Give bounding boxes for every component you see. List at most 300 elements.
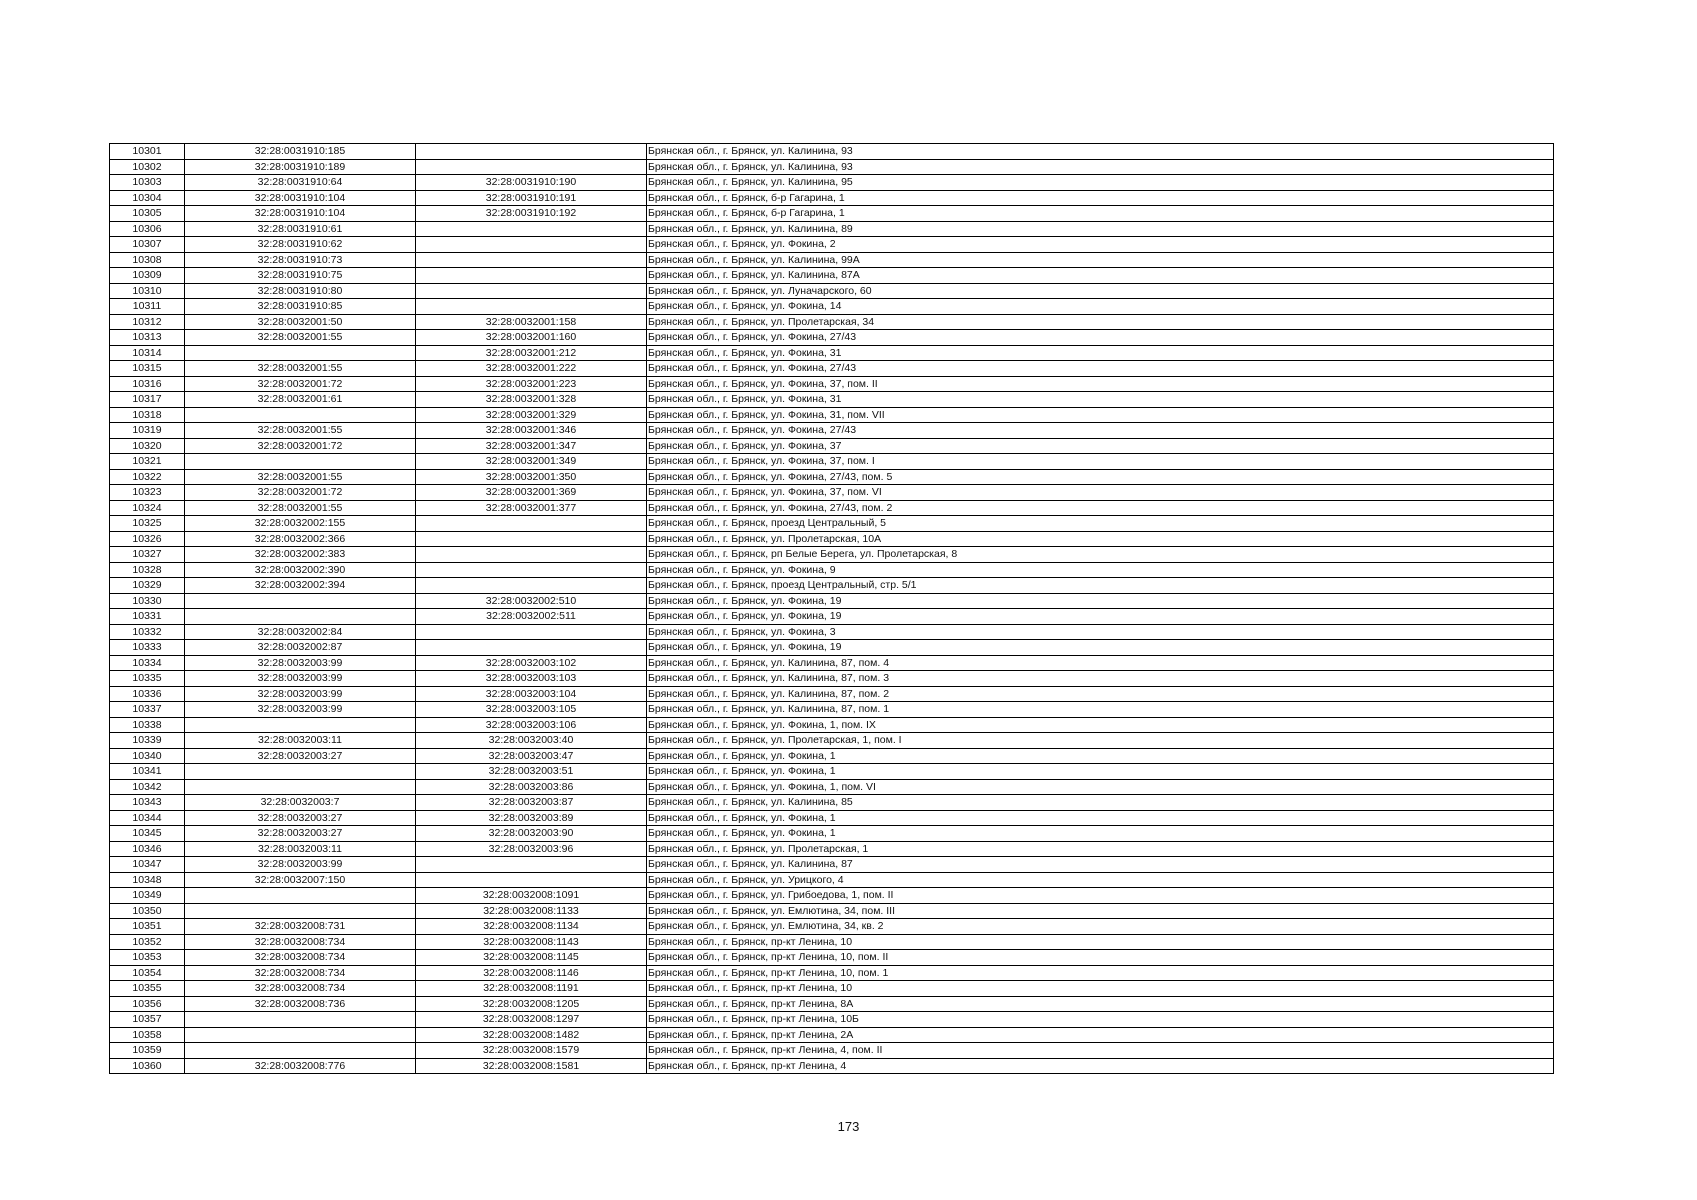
address-cell: Брянская обл., г. Брянск, ул. Фокина, 19 <box>647 609 1554 625</box>
table-row <box>110 423 1554 439</box>
address-cell: Брянская обл., г. Брянск, пр-кт Ленина, 8А <box>647 996 1554 1012</box>
row-number-cell: 10358 <box>110 1027 185 1043</box>
address-cell: Брянская обл., г. Брянск, ул. Фокина, 1, пом. VI <box>647 779 1554 795</box>
table-row <box>110 795 1554 811</box>
table-row <box>110 640 1554 656</box>
address-cell: Брянская обл., г. Брянск, ул. Фокина, 27/43 <box>647 330 1554 346</box>
parcel-number-cell: 32:28:0032001:50 <box>185 314 416 330</box>
row-number-cell: 10328 <box>110 562 185 578</box>
row-number-cell: 10307 <box>110 237 185 253</box>
object-number-cell <box>416 283 647 299</box>
object-number-cell: 32:28:0032003:105 <box>416 702 647 718</box>
table-row <box>110 686 1554 702</box>
parcel-number-cell: 32:28:0032002:366 <box>185 531 416 547</box>
object-number-cell: 32:28:0032008:1134 <box>416 919 647 935</box>
object-number-cell: 32:28:0032003:104 <box>416 686 647 702</box>
parcel-number-cell: 32:28:0032008:734 <box>185 934 416 950</box>
address-cell: Брянская обл., г. Брянск, ул. Фокина, 37, пом. I <box>647 454 1554 470</box>
object-number-cell: 32:28:0031910:190 <box>416 175 647 191</box>
table-row <box>110 562 1554 578</box>
row-number-cell: 10327 <box>110 547 185 563</box>
address-cell: Брянская обл., г. Брянск, ул. Калинина, 87, пом. 4 <box>647 655 1554 671</box>
address-cell: Брянская обл., г. Брянск, ул. Калинина, 93 <box>647 144 1554 160</box>
parcel-number-cell: 32:28:0031910:104 <box>185 190 416 206</box>
object-number-cell: 32:28:0032003:96 <box>416 841 647 857</box>
object-number-cell: 32:28:0032008:1581 <box>416 1058 647 1074</box>
address-cell: Брянская обл., г. Брянск, ул. Фокина, 31 <box>647 345 1554 361</box>
object-number-cell: 32:28:0032008:1191 <box>416 981 647 997</box>
address-cell: Брянская обл., г. Брянск, ул. Фокина, 19 <box>647 640 1554 656</box>
parcel-number-cell: 32:28:0031910:62 <box>185 237 416 253</box>
address-cell: Брянская обл., г. Брянск, ул. Калинина, 87, пом. 2 <box>647 686 1554 702</box>
object-number-cell: 32:28:0032001:158 <box>416 314 647 330</box>
parcel-number-cell: 32:28:0032001:61 <box>185 392 416 408</box>
row-number-cell: 10302 <box>110 159 185 175</box>
parcel-number-cell: 32:28:0032003:11 <box>185 841 416 857</box>
table-row <box>110 950 1554 966</box>
table-row <box>110 903 1554 919</box>
row-number-cell: 10359 <box>110 1043 185 1059</box>
object-number-cell <box>416 531 647 547</box>
parcel-number-cell <box>185 1027 416 1043</box>
row-number-cell: 10303 <box>110 175 185 191</box>
row-number-cell: 10343 <box>110 795 185 811</box>
address-cell: Брянская обл., г. Брянск, ул. Фокина, 31 <box>647 392 1554 408</box>
table-row <box>110 469 1554 485</box>
parcel-number-cell: 32:28:0032003:99 <box>185 702 416 718</box>
object-number-cell: 32:28:0032002:510 <box>416 593 647 609</box>
parcel-number-cell: 32:28:0032001:72 <box>185 438 416 454</box>
table-row <box>110 206 1554 222</box>
address-cell: Брянская обл., г. Брянск, пр-кт Ленина, 10 <box>647 934 1554 950</box>
object-number-cell: 32:28:0032008:1297 <box>416 1012 647 1028</box>
table-row <box>110 407 1554 423</box>
parcel-number-cell: 32:28:0032002:394 <box>185 578 416 594</box>
object-number-cell: 32:28:0032008:1205 <box>416 996 647 1012</box>
address-cell: Брянская обл., г. Брянск, б-р Гагарина, 1 <box>647 190 1554 206</box>
table-row <box>110 500 1554 516</box>
row-number-cell: 10318 <box>110 407 185 423</box>
table-row <box>110 919 1554 935</box>
address-cell: Брянская обл., г. Брянск, пр-кт Ленина, 4 <box>647 1058 1554 1074</box>
parcel-number-cell <box>185 609 416 625</box>
row-number-cell: 10355 <box>110 981 185 997</box>
object-number-cell: 32:28:0032001:328 <box>416 392 647 408</box>
object-number-cell: 32:28:0032008:1145 <box>416 950 647 966</box>
object-number-cell: 32:28:0032003:51 <box>416 764 647 780</box>
parcel-number-cell <box>185 593 416 609</box>
parcel-number-cell: 32:28:0032003:11 <box>185 733 416 749</box>
object-number-cell <box>416 872 647 888</box>
address-cell: Брянская обл., г. Брянск, ул. Фокина, 31, пом. VII <box>647 407 1554 423</box>
row-number-cell: 10360 <box>110 1058 185 1074</box>
address-cell: Брянская обл., г. Брянск, ул. Фокина, 3 <box>647 624 1554 640</box>
row-number-cell: 10313 <box>110 330 185 346</box>
row-number-cell: 10350 <box>110 903 185 919</box>
table-row <box>110 1058 1554 1074</box>
address-cell: Брянская обл., г. Брянск, пр-кт Ленина, 10, пом. 1 <box>647 965 1554 981</box>
address-cell: Брянская обл., г. Брянск, ул. Фокина, 1 <box>647 810 1554 826</box>
object-number-cell <box>416 268 647 284</box>
row-number-cell: 10351 <box>110 919 185 935</box>
table-row <box>110 438 1554 454</box>
address-cell: Брянская обл., г. Брянск, пр-кт Ленина, 10 <box>647 981 1554 997</box>
parcel-number-cell: 32:28:0032003:27 <box>185 826 416 842</box>
object-number-cell: 32:28:0031910:191 <box>416 190 647 206</box>
parcel-number-cell: 32:28:0032003:99 <box>185 671 416 687</box>
row-number-cell: 10326 <box>110 531 185 547</box>
object-number-cell <box>416 516 647 532</box>
parcel-number-cell: 32:28:0032001:55 <box>185 330 416 346</box>
row-number-cell: 10312 <box>110 314 185 330</box>
address-cell: Брянская обл., г. Брянск, ул. Пролетарская, 1 <box>647 841 1554 857</box>
object-number-cell: 32:28:0032001:347 <box>416 438 647 454</box>
table-row <box>110 934 1554 950</box>
object-number-cell <box>416 252 647 268</box>
table-row <box>110 190 1554 206</box>
row-number-cell: 10305 <box>110 206 185 222</box>
address-cell: Брянская обл., г. Брянск, ул. Емлютина, 34, пом. III <box>647 903 1554 919</box>
parcel-number-cell: 32:28:0032002:87 <box>185 640 416 656</box>
row-number-cell: 10311 <box>110 299 185 315</box>
table-row <box>110 702 1554 718</box>
object-number-cell: 32:28:0032008:1482 <box>416 1027 647 1043</box>
row-number-cell: 10324 <box>110 500 185 516</box>
parcel-number-cell: 32:28:0032003:27 <box>185 810 416 826</box>
address-cell: Брянская обл., г. Брянск, ул. Фокина, 27/43, пом. 2 <box>647 500 1554 516</box>
address-cell: Брянская обл., г. Брянск, ул. Пролетарская, 10А <box>647 531 1554 547</box>
row-number-cell: 10332 <box>110 624 185 640</box>
address-cell: Брянская обл., г. Брянск, ул. Калинина, 87, пом. 1 <box>647 702 1554 718</box>
parcel-number-cell: 32:28:0031910:61 <box>185 221 416 237</box>
object-number-cell: 32:28:0032008:1146 <box>416 965 647 981</box>
address-cell: Брянская обл., г. Брянск, ул. Калинина, 95 <box>647 175 1554 191</box>
address-cell: Брянская обл., г. Брянск, ул. Фокина, 19 <box>647 593 1554 609</box>
object-number-cell: 32:28:0032003:86 <box>416 779 647 795</box>
address-cell: Брянская обл., г. Брянск, ул. Фокина, 27/43 <box>647 361 1554 377</box>
object-number-cell <box>416 144 647 160</box>
row-number-cell: 10330 <box>110 593 185 609</box>
address-cell: Брянская обл., г. Брянск, ул. Фокина, 1 <box>647 748 1554 764</box>
row-number-cell: 10356 <box>110 996 185 1012</box>
parcel-number-cell: 32:28:0032008:731 <box>185 919 416 935</box>
object-number-cell: 32:28:0032001:223 <box>416 376 647 392</box>
object-number-cell: 32:28:0032003:102 <box>416 655 647 671</box>
address-cell: Брянская обл., г. Брянск, рп Белые Берега, ул. Пролетарская, 8 <box>647 547 1554 563</box>
table-row <box>110 547 1554 563</box>
row-number-cell: 10348 <box>110 872 185 888</box>
parcel-number-cell: 32:28:0032002:390 <box>185 562 416 578</box>
parcel-number-cell: 32:28:0032001:55 <box>185 423 416 439</box>
address-cell: Брянская обл., г. Брянск, ул. Пролетарская, 1, пом. I <box>647 733 1554 749</box>
row-number-cell: 10320 <box>110 438 185 454</box>
address-cell: Брянская обл., г. Брянск, ул. Фокина, 2 <box>647 237 1554 253</box>
row-number-cell: 10347 <box>110 857 185 873</box>
object-number-cell <box>416 562 647 578</box>
row-number-cell: 10315 <box>110 361 185 377</box>
parcel-number-cell: 32:28:0031910:104 <box>185 206 416 222</box>
parcel-number-cell: 32:28:0032001:72 <box>185 485 416 501</box>
row-number-cell: 10342 <box>110 779 185 795</box>
object-number-cell <box>416 578 647 594</box>
address-cell: Брянская обл., г. Брянск, ул. Фокина, 9 <box>647 562 1554 578</box>
parcel-number-cell: 32:28:0032001:55 <box>185 469 416 485</box>
address-cell: Брянская обл., г. Брянск, ул. Фокина, 37, пом. VI <box>647 485 1554 501</box>
address-cell: Брянская обл., г. Брянск, ул. Калинина, 87А <box>647 268 1554 284</box>
table-row <box>110 314 1554 330</box>
parcel-number-cell: 32:28:0031910:185 <box>185 144 416 160</box>
row-number-cell: 10337 <box>110 702 185 718</box>
object-number-cell <box>416 221 647 237</box>
parcel-number-cell: 32:28:0032007:150 <box>185 872 416 888</box>
row-number-cell: 10317 <box>110 392 185 408</box>
table-row <box>110 965 1554 981</box>
object-number-cell <box>416 547 647 563</box>
table-row <box>110 144 1554 160</box>
address-cell: Брянская обл., г. Брянск, ул. Пролетарская, 34 <box>647 314 1554 330</box>
row-number-cell: 10331 <box>110 609 185 625</box>
parcel-number-cell: 32:28:0032008:776 <box>185 1058 416 1074</box>
object-number-cell: 32:28:0032001:160 <box>416 330 647 346</box>
table-row <box>110 531 1554 547</box>
object-number-cell: 32:28:0032001:377 <box>416 500 647 516</box>
table-row <box>110 237 1554 253</box>
parcel-number-cell: 32:28:0032001:55 <box>185 361 416 377</box>
address-cell: Брянская обл., г. Брянск, ул. Луначарского, 60 <box>647 283 1554 299</box>
table-row <box>110 593 1554 609</box>
table-row <box>110 1027 1554 1043</box>
row-number-cell: 10321 <box>110 454 185 470</box>
address-cell: Брянская обл., г. Брянск, пр-кт Ленина, 4, пом. II <box>647 1043 1554 1059</box>
table-row <box>110 299 1554 315</box>
table-row <box>110 252 1554 268</box>
table-row <box>110 733 1554 749</box>
address-cell: Брянская обл., г. Брянск, ул. Фокина, 1 <box>647 764 1554 780</box>
row-number-cell: 10357 <box>110 1012 185 1028</box>
address-cell: Брянская обл., г. Брянск, ул. Фокина, 27/43, пом. 5 <box>647 469 1554 485</box>
parcel-number-cell: 32:28:0031910:85 <box>185 299 416 315</box>
table-row <box>110 764 1554 780</box>
row-number-cell: 10353 <box>110 950 185 966</box>
address-cell: Брянская обл., г. Брянск, ул. Калинина, 87 <box>647 857 1554 873</box>
table-row <box>110 655 1554 671</box>
row-number-cell: 10336 <box>110 686 185 702</box>
table-row <box>110 361 1554 377</box>
parcel-number-cell: 32:28:0032008:736 <box>185 996 416 1012</box>
table-row <box>110 1043 1554 1059</box>
row-number-cell: 10304 <box>110 190 185 206</box>
parcel-number-cell <box>185 454 416 470</box>
row-number-cell: 10316 <box>110 376 185 392</box>
table-row <box>110 175 1554 191</box>
object-number-cell: 32:28:0032002:511 <box>416 609 647 625</box>
address-cell: Брянская обл., г. Брянск, ул. Урицкого, 4 <box>647 872 1554 888</box>
row-number-cell: 10340 <box>110 748 185 764</box>
address-cell: Брянская обл., г. Брянск, ул. Фокина, 37, пом. II <box>647 376 1554 392</box>
address-cell: Брянская обл., г. Брянск, пр-кт Ленина, 2А <box>647 1027 1554 1043</box>
address-cell: Брянская обл., г. Брянск, проезд Центральный, стр. 5/1 <box>647 578 1554 594</box>
object-number-cell: 32:28:0032003:40 <box>416 733 647 749</box>
parcel-number-cell: 32:28:0032003:7 <box>185 795 416 811</box>
object-number-cell: 32:28:0032001:349 <box>416 454 647 470</box>
object-number-cell <box>416 159 647 175</box>
row-number-cell: 10301 <box>110 144 185 160</box>
parcel-number-cell <box>185 407 416 423</box>
object-number-cell: 32:28:0032001:329 <box>416 407 647 423</box>
parcel-number-cell: 32:28:0032008:734 <box>185 965 416 981</box>
object-number-cell <box>416 237 647 253</box>
object-number-cell: 32:28:0032008:1579 <box>416 1043 647 1059</box>
row-number-cell: 10323 <box>110 485 185 501</box>
parcel-number-cell <box>185 888 416 904</box>
table-row <box>110 485 1554 501</box>
parcel-number-cell: 32:28:0032003:99 <box>185 857 416 873</box>
row-number-cell: 10339 <box>110 733 185 749</box>
row-number-cell: 10309 <box>110 268 185 284</box>
row-number-cell: 10335 <box>110 671 185 687</box>
address-cell: Брянская обл., г. Брянск, ул. Фокина, 1 <box>647 826 1554 842</box>
table-row <box>110 888 1554 904</box>
parcel-number-cell: 32:28:0032003:99 <box>185 686 416 702</box>
table-row <box>110 981 1554 997</box>
object-number-cell: 32:28:0032001:222 <box>416 361 647 377</box>
parcel-number-cell <box>185 764 416 780</box>
table-row <box>110 841 1554 857</box>
parcel-number-cell: 32:28:0032002:383 <box>185 547 416 563</box>
address-cell: Брянская обл., г. Брянск, ул. Калинина, 85 <box>647 795 1554 811</box>
object-number-cell: 32:28:0032001:369 <box>416 485 647 501</box>
row-number-cell: 10325 <box>110 516 185 532</box>
parcel-number-cell <box>185 1012 416 1028</box>
address-cell: Брянская обл., г. Брянск, ул. Емлютина, 34, кв. 2 <box>647 919 1554 935</box>
table-row <box>110 578 1554 594</box>
table-row <box>110 671 1554 687</box>
object-number-cell: 32:28:0032001:350 <box>416 469 647 485</box>
row-number-cell: 10341 <box>110 764 185 780</box>
object-number-cell: 32:28:0032008:1133 <box>416 903 647 919</box>
parcel-number-cell: 32:28:0032002:155 <box>185 516 416 532</box>
row-number-cell: 10352 <box>110 934 185 950</box>
parcel-number-cell: 32:28:0031910:75 <box>185 268 416 284</box>
object-number-cell <box>416 299 647 315</box>
address-cell: Брянская обл., г. Брянск, пр-кт Ленина, 10Б <box>647 1012 1554 1028</box>
address-cell: Брянская обл., г. Брянск, ул. Фокина, 37 <box>647 438 1554 454</box>
parcel-number-cell: 32:28:0031910:64 <box>185 175 416 191</box>
cadastral-table-body <box>110 144 1554 1074</box>
table-row <box>110 392 1554 408</box>
row-number-cell: 10329 <box>110 578 185 594</box>
address-cell: Брянская обл., г. Брянск, ул. Фокина, 1, пом. IX <box>647 717 1554 733</box>
table-row <box>110 624 1554 640</box>
row-number-cell: 10346 <box>110 841 185 857</box>
table-row <box>110 810 1554 826</box>
object-number-cell: 32:28:0032003:103 <box>416 671 647 687</box>
object-number-cell <box>416 640 647 656</box>
object-number-cell <box>416 624 647 640</box>
table-row <box>110 283 1554 299</box>
row-number-cell: 10334 <box>110 655 185 671</box>
cadastral-table <box>109 143 1554 1074</box>
table-row <box>110 996 1554 1012</box>
table-row <box>110 268 1554 284</box>
table-row <box>110 826 1554 842</box>
object-number-cell: 32:28:0032003:106 <box>416 717 647 733</box>
address-cell: Брянская обл., г. Брянск, ул. Калинина, 99А <box>647 252 1554 268</box>
row-number-cell: 10306 <box>110 221 185 237</box>
table-row <box>110 872 1554 888</box>
object-number-cell: 32:28:0032008:1091 <box>416 888 647 904</box>
object-number-cell <box>416 857 647 873</box>
object-number-cell: 32:28:0032008:1143 <box>416 934 647 950</box>
object-number-cell: 32:28:0032001:346 <box>416 423 647 439</box>
parcel-number-cell: 32:28:0031910:73 <box>185 252 416 268</box>
row-number-cell: 10354 <box>110 965 185 981</box>
row-number-cell: 10308 <box>110 252 185 268</box>
parcel-number-cell: 32:28:0031910:80 <box>185 283 416 299</box>
row-number-cell: 10333 <box>110 640 185 656</box>
page-number: 173 <box>837 1119 860 1134</box>
address-cell: Брянская обл., г. Брянск, б-р Гагарина, 1 <box>647 206 1554 222</box>
table-row <box>110 221 1554 237</box>
parcel-number-cell <box>185 779 416 795</box>
row-number-cell: 10345 <box>110 826 185 842</box>
table-row <box>110 330 1554 346</box>
parcel-number-cell: 32:28:0032008:734 <box>185 950 416 966</box>
parcel-number-cell: 32:28:0032003:99 <box>185 655 416 671</box>
row-number-cell: 10338 <box>110 717 185 733</box>
address-cell: Брянская обл., г. Брянск, ул. Грибоедова, 1, пом. II <box>647 888 1554 904</box>
parcel-number-cell: 32:28:0032003:27 <box>185 748 416 764</box>
parcel-number-cell: 32:28:0032001:55 <box>185 500 416 516</box>
table-row <box>110 779 1554 795</box>
address-cell: Брянская обл., г. Брянск, проезд Центральный, 5 <box>647 516 1554 532</box>
parcel-number-cell <box>185 903 416 919</box>
parcel-number-cell <box>185 1043 416 1059</box>
address-cell: Брянская обл., г. Брянск, ул. Калинина, 93 <box>647 159 1554 175</box>
row-number-cell: 10314 <box>110 345 185 361</box>
table-row <box>110 454 1554 470</box>
table-row <box>110 345 1554 361</box>
table-row <box>110 1012 1554 1028</box>
object-number-cell: 32:28:0032003:90 <box>416 826 647 842</box>
table-row <box>110 748 1554 764</box>
row-number-cell: 10310 <box>110 283 185 299</box>
row-number-cell: 10319 <box>110 423 185 439</box>
address-cell: Брянская обл., г. Брянск, пр-кт Ленина, 10, пом. II <box>647 950 1554 966</box>
parcel-number-cell <box>185 717 416 733</box>
table-row <box>110 159 1554 175</box>
row-number-cell: 10344 <box>110 810 185 826</box>
parcel-number-cell: 32:28:0032008:734 <box>185 981 416 997</box>
object-number-cell: 32:28:0032003:47 <box>416 748 647 764</box>
object-number-cell: 32:28:0031910:192 <box>416 206 647 222</box>
parcel-number-cell: 32:28:0031910:189 <box>185 159 416 175</box>
table-row <box>110 857 1554 873</box>
address-cell: Брянская обл., г. Брянск, ул. Фокина, 27/43 <box>647 423 1554 439</box>
address-cell: Брянская обл., г. Брянск, ул. Калинина, 89 <box>647 221 1554 237</box>
object-number-cell: 32:28:0032003:87 <box>416 795 647 811</box>
table-row <box>110 609 1554 625</box>
row-number-cell: 10349 <box>110 888 185 904</box>
parcel-number-cell: 32:28:0032001:72 <box>185 376 416 392</box>
row-number-cell: 10322 <box>110 469 185 485</box>
object-number-cell: 32:28:0032001:212 <box>416 345 647 361</box>
parcel-number-cell: 32:28:0032002:84 <box>185 624 416 640</box>
object-number-cell: 32:28:0032003:89 <box>416 810 647 826</box>
address-cell: Брянская обл., г. Брянск, ул. Фокина, 14 <box>647 299 1554 315</box>
table-row <box>110 376 1554 392</box>
parcel-number-cell <box>185 345 416 361</box>
